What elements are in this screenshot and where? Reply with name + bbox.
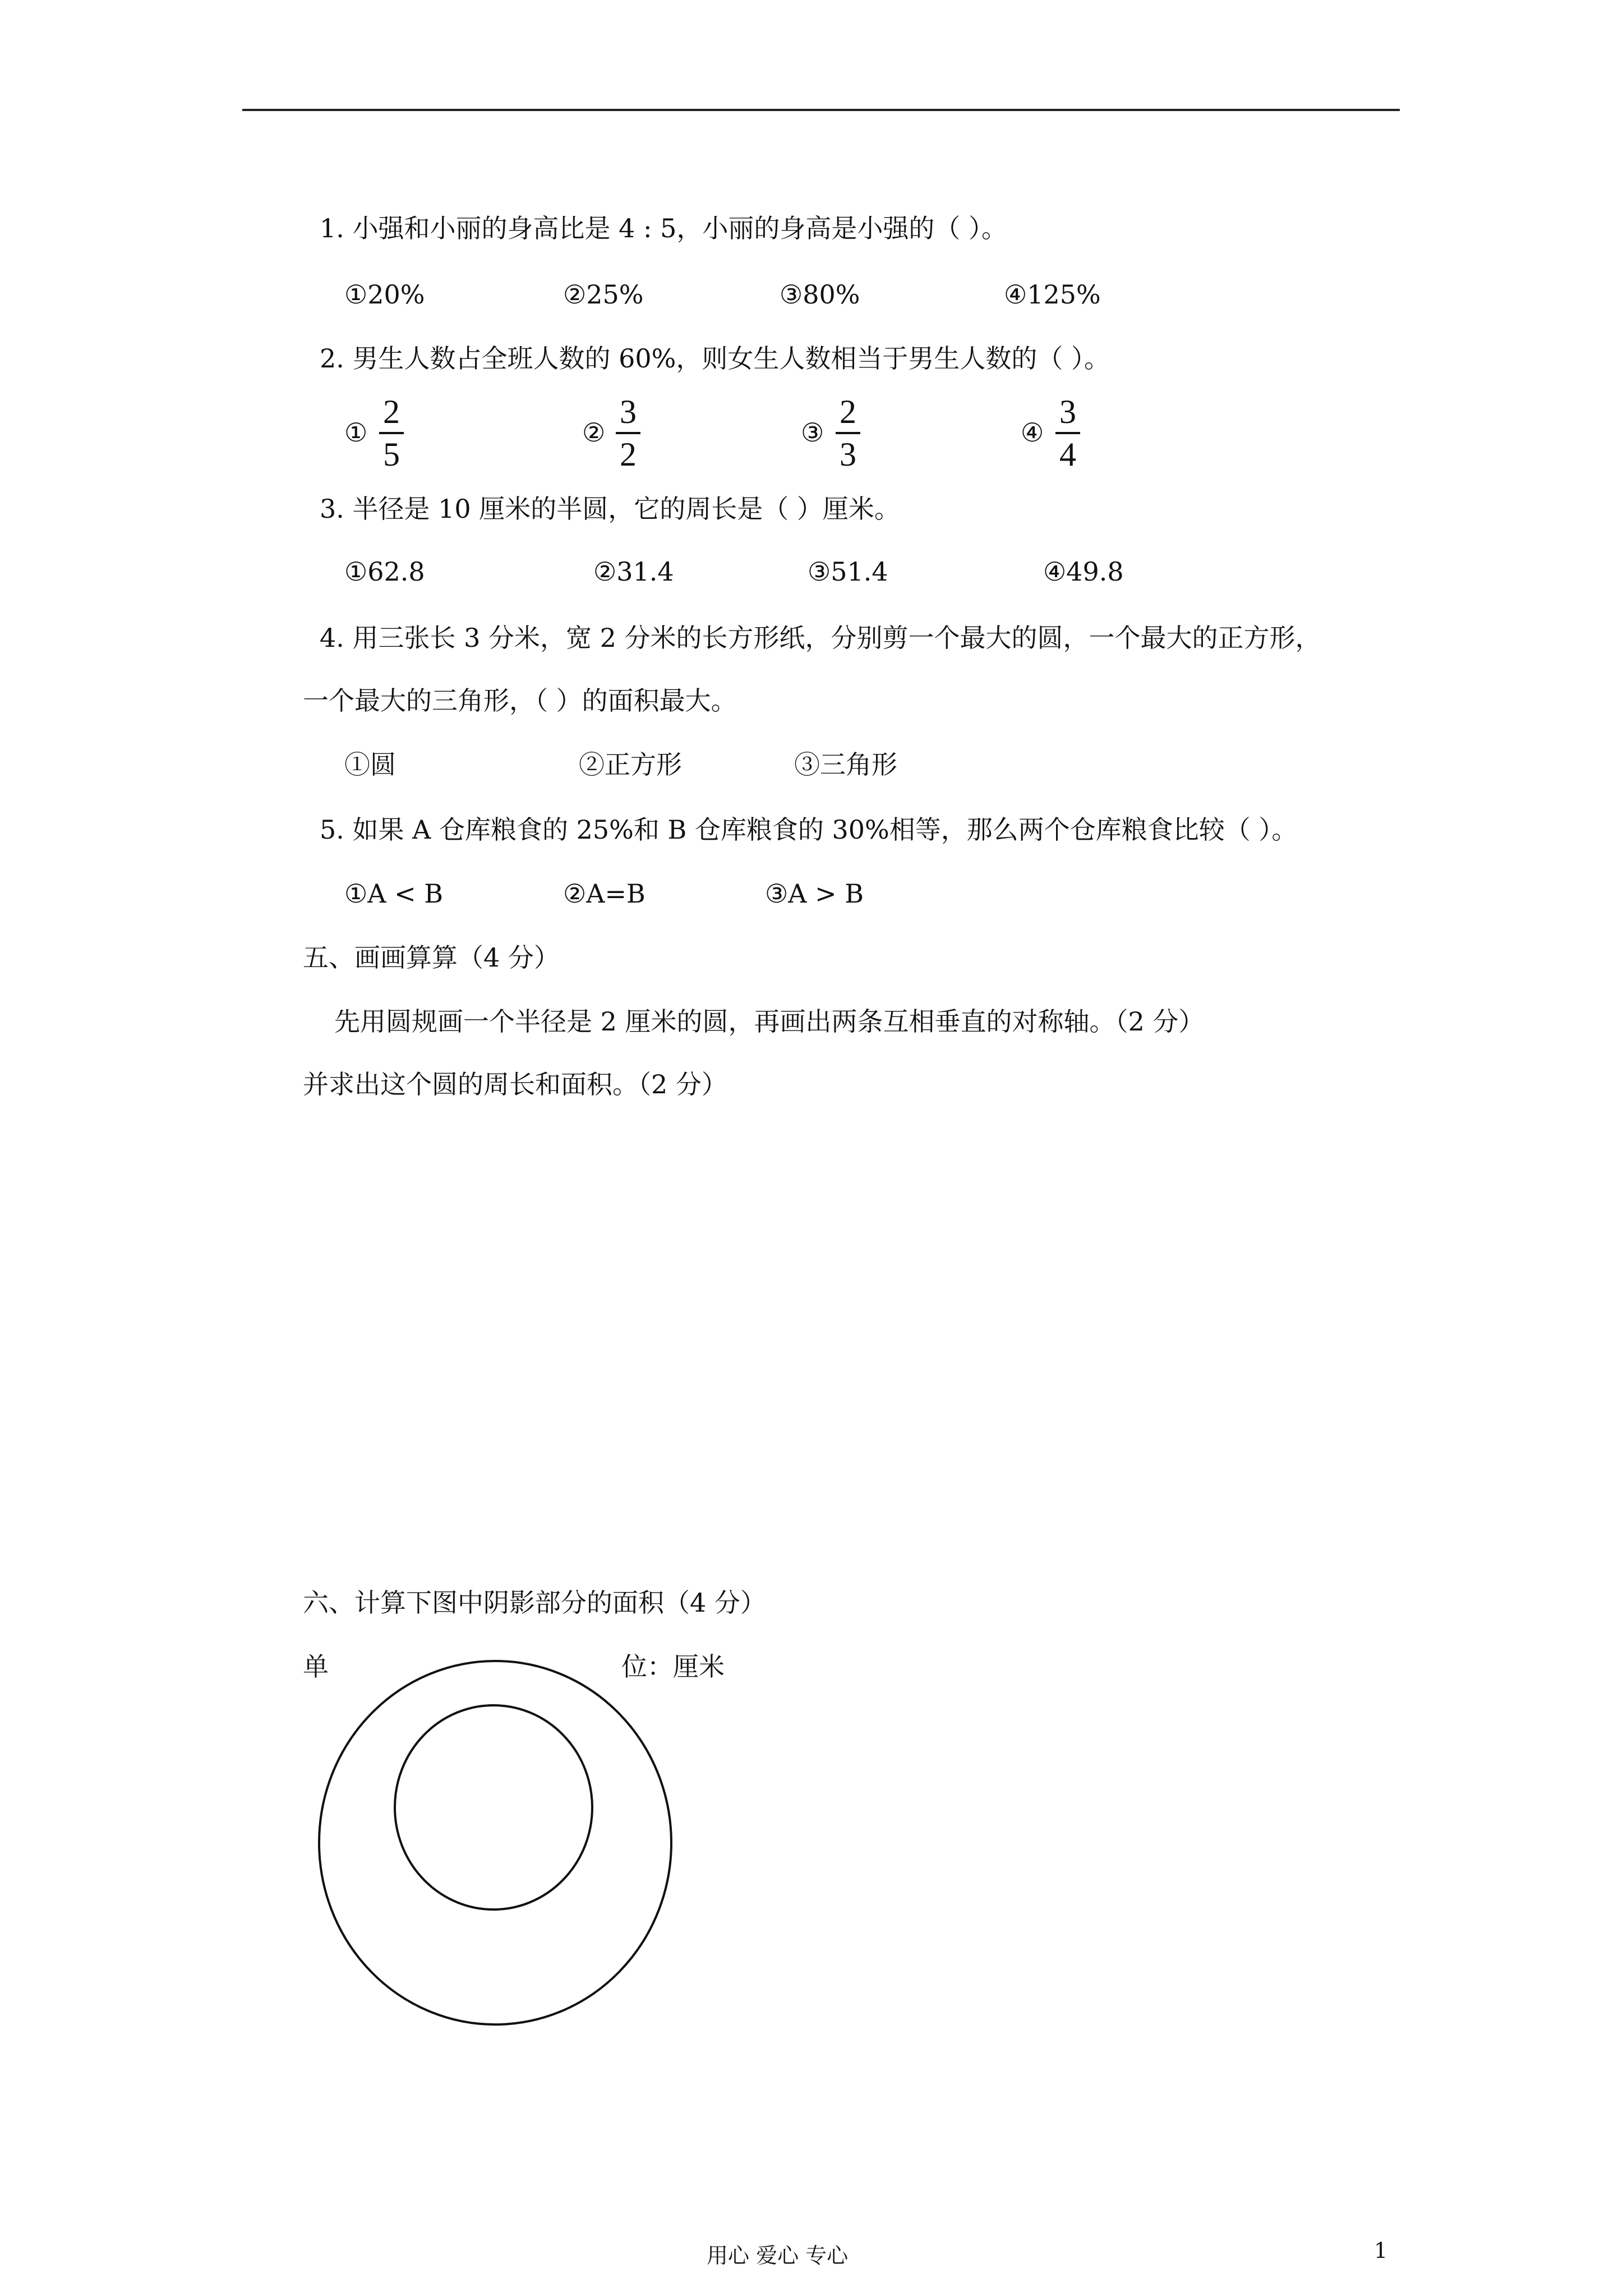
unit-label-left: 单 <box>303 1651 329 1682</box>
outer-circle <box>319 1661 671 2024</box>
question-3: 3. 半径是 10 厘米的半圆，它的周长是（ ）厘米。 <box>320 494 900 524</box>
question-4-line-1: 4. 用三张长 3 分米，宽 2 分米的长方形纸，分别剪一个最大的圆，一个最大的正方形， <box>320 623 1321 653</box>
q1-option-3: ③80% <box>780 279 860 310</box>
header-rule <box>242 109 1400 111</box>
q3-option-3: ③51.4 <box>808 556 888 587</box>
q1-option-2: ②25% <box>563 279 644 310</box>
q5-option-1: ①A < B <box>344 878 444 909</box>
q1-option-1: ①20% <box>344 279 425 310</box>
q2-option-3-fraction: 2 3 <box>836 395 860 471</box>
q3-option-4: ④49.8 <box>1043 556 1124 587</box>
section-5-heading: 五、画画算算（4 分） <box>303 942 560 973</box>
q5-option-2: ②A=B <box>563 878 645 909</box>
q2-option-2-fraction: 3 2 <box>616 395 640 471</box>
q3-option-1: ①62.8 <box>344 556 425 587</box>
question-2: 2. 男生人数占全班人数的 60%，则女生人数相当于男生人数的（ ）。 <box>320 343 1110 374</box>
q1-option-4: ④125% <box>1004 279 1101 310</box>
unit-label-right: 位：厘米 <box>621 1651 725 1682</box>
footer-text: 用心 爱心 专心 <box>707 2243 849 2268</box>
q4-option-2: ②正方形 <box>579 749 682 780</box>
inner-circle <box>395 1705 592 1910</box>
q2-option-4-marker: ④ <box>1021 417 1044 448</box>
q4-option-3: ③三角形 <box>794 749 897 780</box>
ring-figure <box>314 1649 695 2042</box>
section-6-heading: 六、计算下图中阴影部分的面积（4 分） <box>303 1588 766 1618</box>
q2-option-4-fraction: 3 4 <box>1055 395 1080 471</box>
question-5: 5. 如果 A 仓库粮食的 25%和 B 仓库粮食的 30%相等，那么两个仓库粮食比较（ ）。 <box>320 815 1298 845</box>
question-4-line-2: 一个最大的三角形，（ ）的面积最大。 <box>303 685 737 716</box>
q2-option-1-marker: ① <box>344 417 368 448</box>
page-number: 1 <box>1374 2238 1388 2263</box>
q5-option-3: ③A > B <box>765 878 864 909</box>
q3-option-2: ②31.4 <box>593 556 674 587</box>
q4-option-1: ①圆 <box>344 749 396 780</box>
section-5-line-1: 先用圆规画一个半径是 2 厘米的圆，再画出两条互相垂直的对称轴。（2 分） <box>334 1006 1205 1037</box>
q2-option-3-marker: ③ <box>801 417 824 448</box>
question-1: 1. 小强和小丽的身高比是 4 : 5，小丽的身高是小强的（ ）。 <box>320 213 1008 243</box>
section-5-line-2: 并求出这个圆的周长和面积。（2 分） <box>303 1069 727 1099</box>
q2-option-2-marker: ② <box>582 417 606 448</box>
q2-option-1-fraction: 2 5 <box>379 395 404 471</box>
